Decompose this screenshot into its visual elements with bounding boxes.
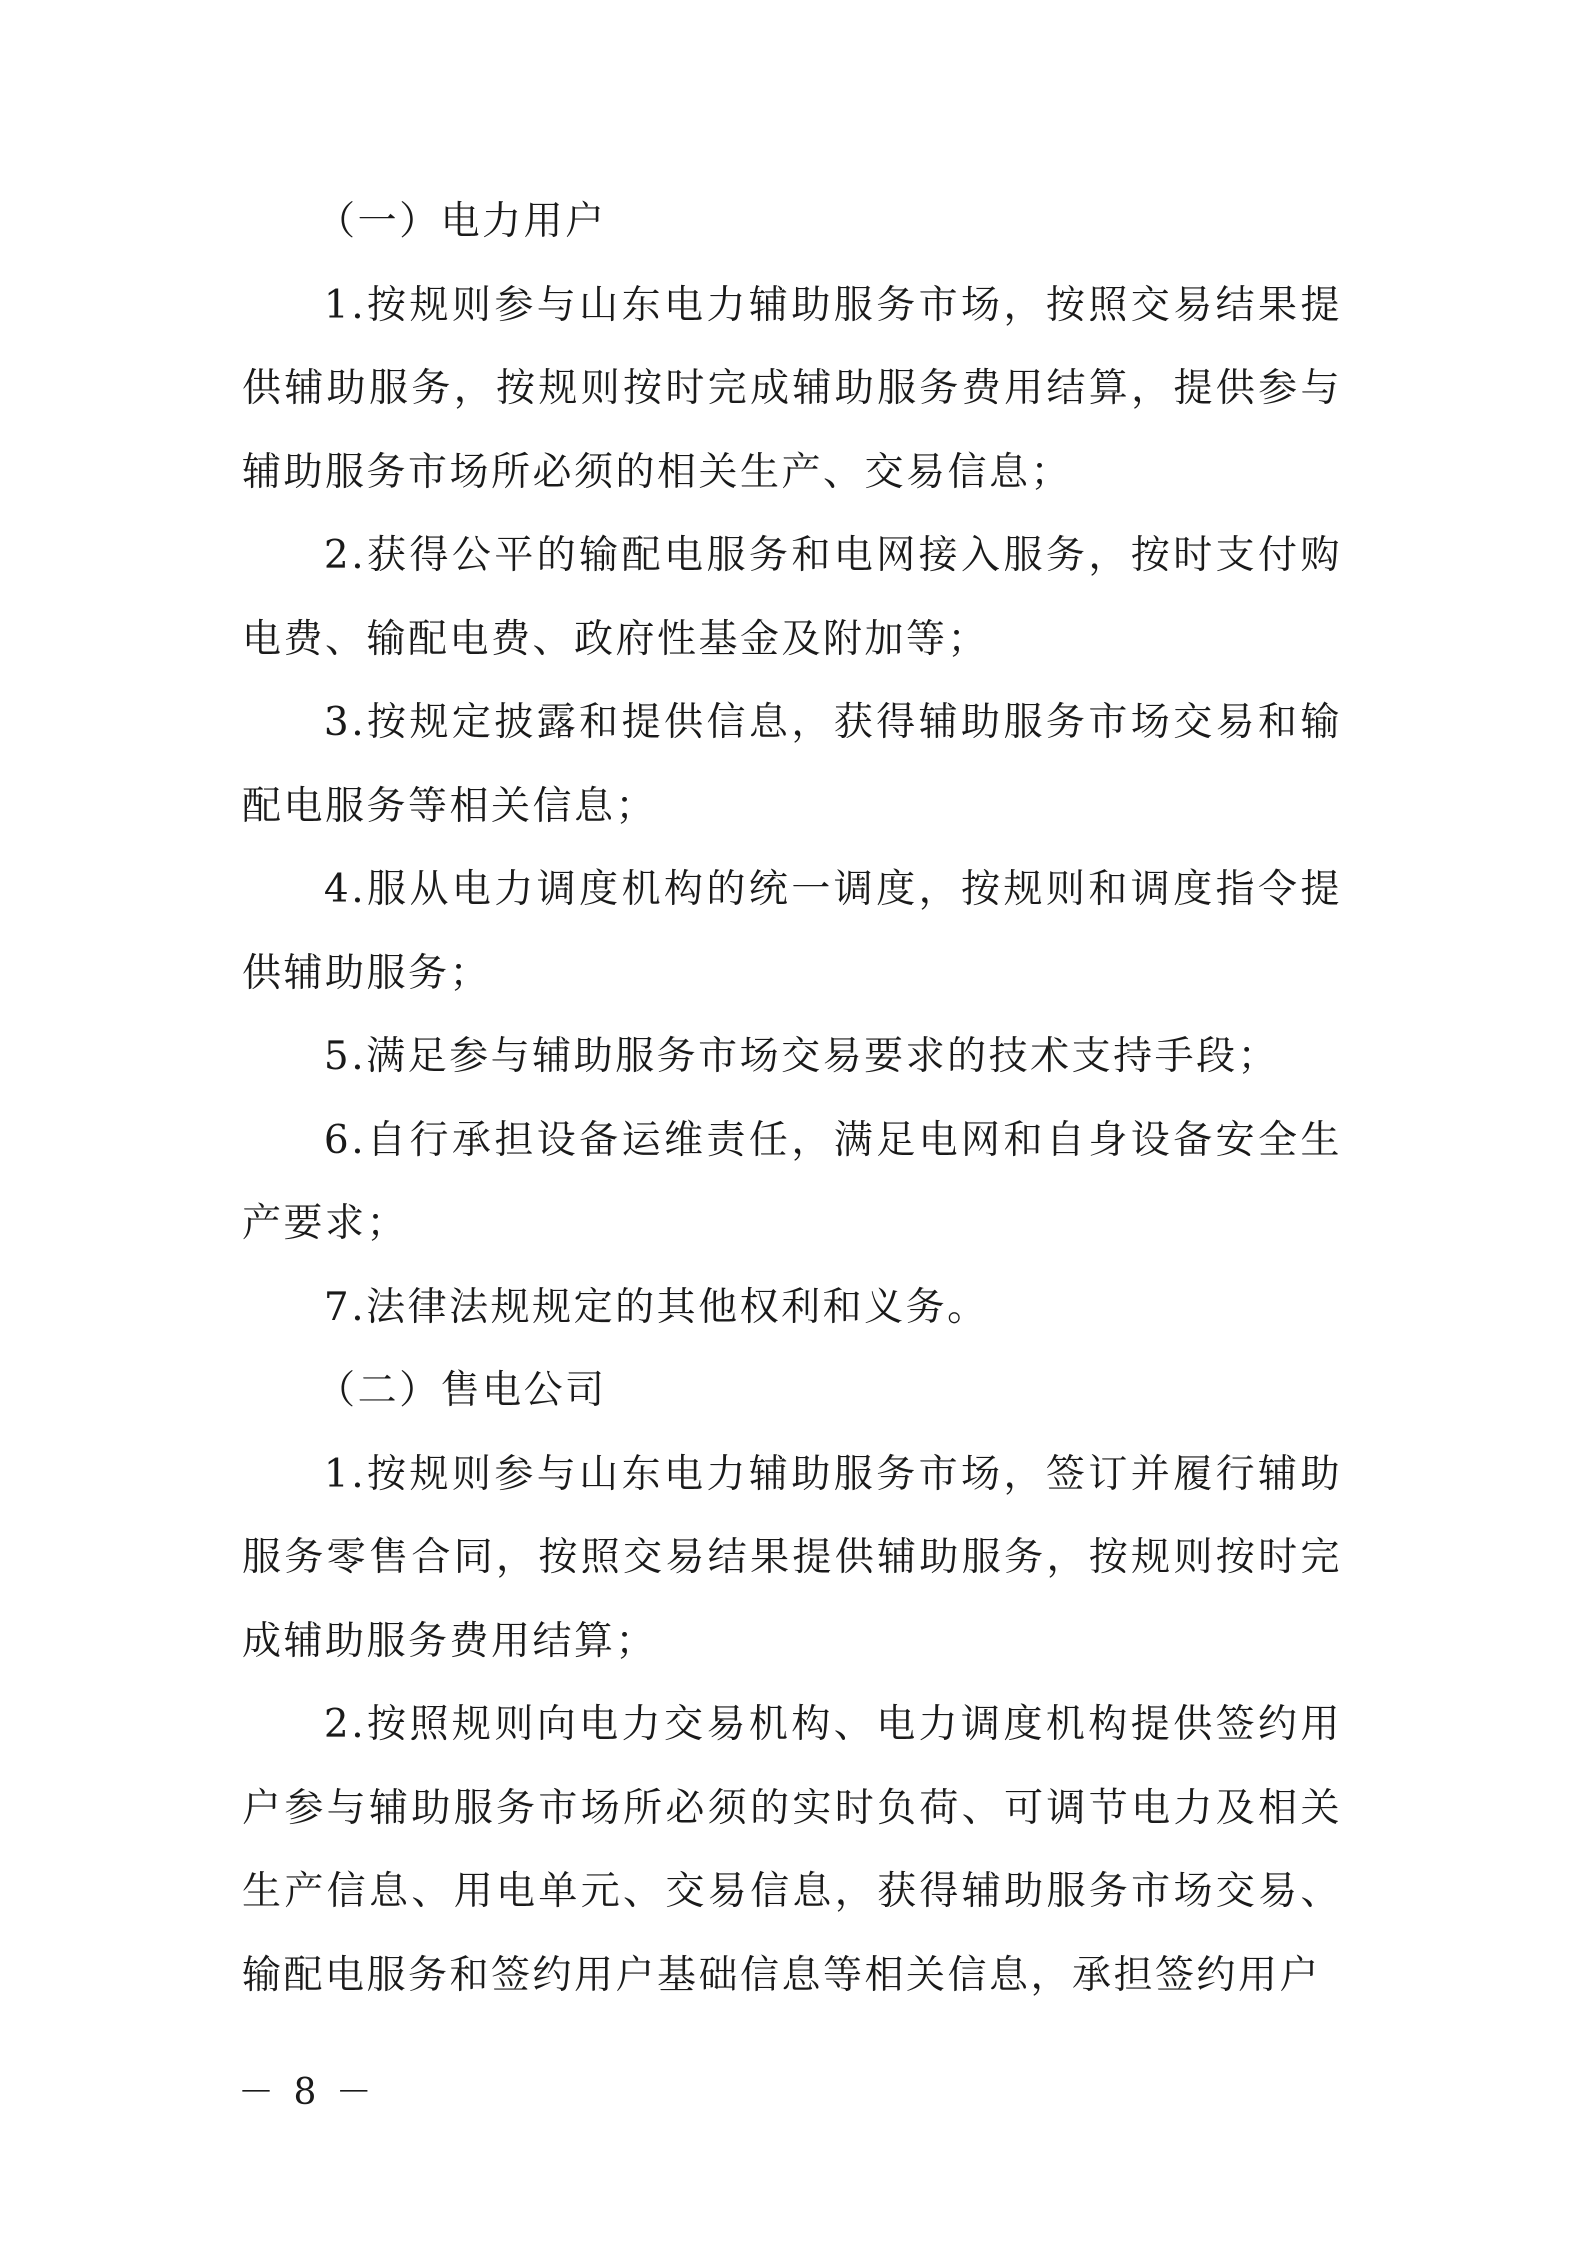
section-heading-power-users: （一）电力用户 <box>316 199 607 244</box>
document-body <box>242 180 1342 2017</box>
paragraph: 4.服从电力调度机构的统一调度，按规则和调度指令提供辅助服务； <box>242 867 1342 996</box>
paragraph: 7.法律法规规定的其他权利和义务。 <box>323 1284 989 1330</box>
paragraph: 2.按照规则向电力交易机构、电力调度机构提供签约用户参与辅助服务市场所必须的实时负荷、可调节电力及相关生产信息、用电单元、交易信息，获得辅助服务市场交易、输配电服务和签约用户基础信息等相关信息，承担签约用户 <box>242 1702 1342 1998</box>
paragraph: 5.满足参与辅助服务市场交易要求的技术支持手段； <box>323 1034 1280 1079</box>
page-number: － 8 － <box>238 2072 376 2113</box>
paragraph: 1.按规则参与山东电力辅助服务市场，签订并履行辅助服务零售合同，按照交易结果提供辅助服务，按规则按时完成辅助服务费用结算； <box>242 1451 1342 1664</box>
paragraph: 2.获得公平的输配电服务和电网接入服务，按时支付购电费、输配电费、政府性基金及附加等； <box>242 533 1342 662</box>
section-heading-retailers: （二）售电公司 <box>316 1368 607 1413</box>
paragraph: 1.按规则参与山东电力辅助服务市场，按照交易结果提供辅助服务，按规则按时完成辅助服务费用结算，提供参与辅助服务市场所必须的相关生产、交易信息； <box>242 282 1342 495</box>
paragraph: 3.按规定披露和提供信息，获得辅助服务市场交易和输配电服务等相关信息； <box>242 700 1342 829</box>
paragraph: 6.自行承担设备运维责任，满足电网和自身设备安全生产要求； <box>242 1117 1342 1246</box>
